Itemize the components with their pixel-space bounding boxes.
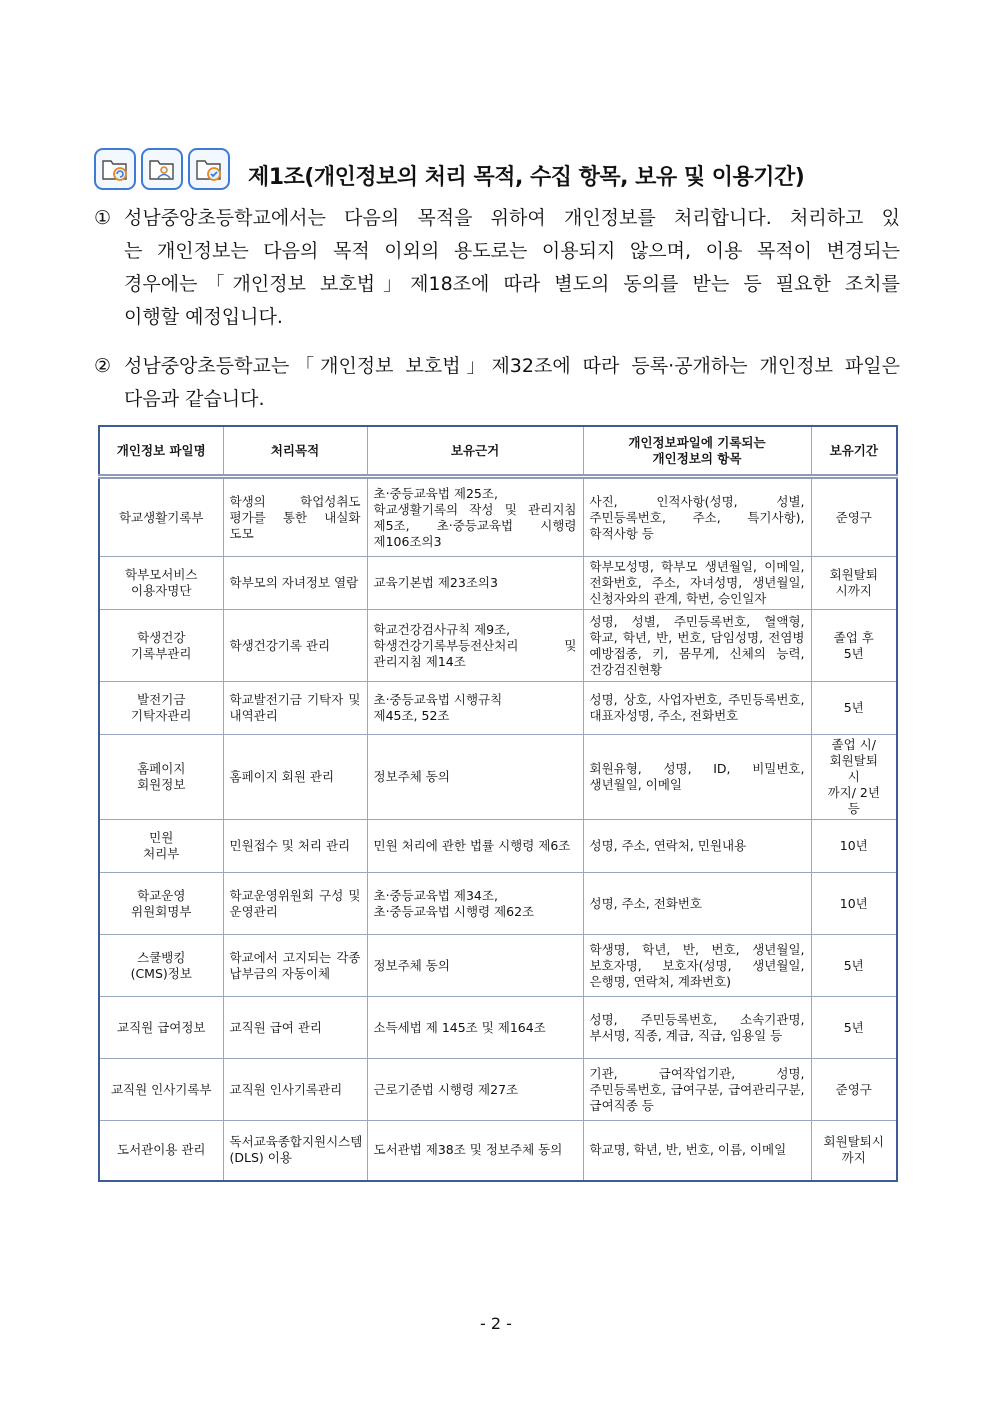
folder-check-icon bbox=[188, 148, 230, 190]
cell-purpose: 학교운영위원회 구성 및 운영관리 bbox=[223, 873, 367, 935]
cell-retention-period: 회원탈퇴시 까지 bbox=[811, 1121, 897, 1181]
cell-file-name: 스쿨뱅킹 (CMS)정보 bbox=[99, 935, 223, 997]
cell-retention-period: 5년 bbox=[811, 997, 897, 1059]
table-row bbox=[99, 1059, 897, 1121]
cell-legal-basis: 소득세법 제 145조 및 제164조 bbox=[367, 997, 583, 1059]
cell-recorded-items: 성명, 주소, 전화번호 bbox=[583, 873, 811, 935]
cell-recorded-items: 학생명, 학년, 반, 번호, 생년월일, 보호자명, 보호자(성명, 생년월일, 은행명, 연락처, 계좌번호) bbox=[583, 935, 811, 997]
cell-recorded-items: 사진, 인적사항(성명, 성별, 주민등록번호, 주소, 특기사항), 학적사항 등 bbox=[583, 477, 811, 557]
table-row bbox=[99, 735, 897, 820]
paragraph-2-line: 성남중앙초등학교는「개인정보 보호법」제32조에 따라 등록·공개하는 개인정보 파일은 bbox=[124, 355, 900, 377]
header-recorded-items: 개인정보파일에 기록되는 개인정보의 항목 bbox=[583, 426, 811, 477]
cell-legal-basis: 학교건강검사규칙 제9조, 학생건강기록부등전산처리 및 관리지침 제14조 bbox=[367, 610, 583, 682]
cell-purpose: 교직원 급여 관리 bbox=[223, 997, 367, 1059]
cell-recorded-items: 학교명, 학년, 반, 번호, 이름, 이메일 bbox=[583, 1121, 811, 1181]
cell-file-name: 홈페이지 회원정보 bbox=[99, 735, 223, 820]
cell-retention-period: 졸업 시/ 회원탈퇴 시 까지/ 2년 등 bbox=[811, 735, 897, 820]
table-row bbox=[99, 477, 897, 557]
cell-legal-basis: 도서관법 제38조 및 정보주체 동의 bbox=[367, 1121, 583, 1181]
cell-file-name: 발전기금 기탁자관리 bbox=[99, 682, 223, 735]
cell-recorded-items: 기관, 급여작업기관, 성명, 주민등록번호, 급여구분, 급여관리구분, 급여직종 등 bbox=[583, 1059, 811, 1121]
paragraph-1-number: ① bbox=[94, 207, 112, 229]
cell-purpose: 학생의 학업성취도 평가를 통한 내실화 도모 bbox=[223, 477, 367, 557]
paragraph-2-number: ② bbox=[94, 355, 112, 377]
cell-legal-basis: 근로기준법 시행령 제27조 bbox=[367, 1059, 583, 1121]
paragraph-1-line: 성남중앙초등학교에서는 다음의 목적을 위하여 개인정보를 처리합니다. 처리하고 있 bbox=[124, 207, 900, 229]
page-number: - 2 - bbox=[480, 1314, 512, 1333]
cell-legal-basis: 정보주체 동의 bbox=[367, 735, 583, 820]
paragraph-1-line: 이행할 예정입니다. bbox=[124, 306, 283, 328]
paragraph-1-line: 는 개인정보는 다음의 목적 이외의 용도로는 이용되지 않으며, 이용 목적이 변경되는 bbox=[124, 240, 900, 262]
article-heading: 제1조(개인정보의 처리 목적, 수집 항목, 보유 및 이용기간) bbox=[248, 165, 805, 190]
cell-purpose: 학생건강기록 관리 bbox=[223, 610, 367, 682]
cell-file-name: 학생건강 기록부관리 bbox=[99, 610, 223, 682]
cell-file-name: 학교운영 위원회명부 bbox=[99, 873, 223, 935]
cell-legal-basis: 정보주체 동의 bbox=[367, 935, 583, 997]
cell-recorded-items: 학부모성명, 학부모 생년월일, 이메일, 전화번호, 주소, 자녀성명, 생년월일, 신청자와의 관계, 학번, 승인일자 bbox=[583, 557, 811, 610]
cell-purpose: 학교에서 고지되는 각종 납부금의 자동이체 bbox=[223, 935, 367, 997]
cell-retention-period: 5년 bbox=[811, 682, 897, 735]
cell-recorded-items: 성명, 주소, 연락처, 민원내용 bbox=[583, 820, 811, 873]
cell-legal-basis: 초‧중등교육법 제25조, 학교생활기록의 작성 및 관리지침 제5조, 초‧중등교육법 시행령 제106조의3 bbox=[367, 477, 583, 557]
cell-legal-basis: 민원 처리에 관한 법률 시행령 제6조 bbox=[367, 820, 583, 873]
cell-file-name: 학부모서비스 이용자명단 bbox=[99, 557, 223, 610]
cell-retention-period: 준영구 bbox=[811, 1059, 897, 1121]
paragraph-1 bbox=[94, 202, 900, 334]
cell-recorded-items: 성명, 성별, 주민등록번호, 혈액형, 학교, 학년, 반, 번호, 담임성명, 전염병 예방접종, 키, 몸무게, 신체의 능력, 건강검진현황 bbox=[583, 610, 811, 682]
cell-retention-period: 10년 bbox=[811, 820, 897, 873]
heading-icons bbox=[94, 148, 230, 190]
folder-user-icon bbox=[141, 148, 183, 190]
cell-recorded-items: 회원유형, 성명, ID, 비밀번호, 생년월일, 이메일 bbox=[583, 735, 811, 820]
cell-retention-period: 준영구 bbox=[811, 477, 897, 557]
paragraph-1-line: 경우에는「개인정보 보호법」제18조에 따라 별도의 동의를 받는 등 필요한 조치를 bbox=[124, 273, 900, 295]
header-legal-basis: 보유근거 bbox=[367, 426, 583, 477]
header-purpose: 처리목적 bbox=[223, 426, 367, 477]
cell-retention-period: 5년 bbox=[811, 935, 897, 997]
table-row bbox=[99, 935, 897, 997]
cell-retention-period: 졸업 후 5년 bbox=[811, 610, 897, 682]
header-file-name: 개인정보 파일명 bbox=[99, 426, 223, 477]
cell-retention-period: 회원탈퇴 시까지 bbox=[811, 557, 897, 610]
table-row bbox=[99, 820, 897, 873]
cell-file-name: 민원 처리부 bbox=[99, 820, 223, 873]
table-row bbox=[99, 682, 897, 735]
paragraph-2 bbox=[94, 350, 900, 416]
cell-legal-basis: 교육기본법 제23조의3 bbox=[367, 557, 583, 610]
table-row bbox=[99, 557, 897, 610]
cell-purpose: 민원접수 및 처리 관리 bbox=[223, 820, 367, 873]
cell-purpose: 학교발전기금 기탁자 및 내역관리 bbox=[223, 682, 367, 735]
table-row bbox=[99, 873, 897, 935]
folder-refresh-icon bbox=[94, 148, 136, 190]
cell-purpose: 독서교육종합지원시스템(DLS) 이용 bbox=[223, 1121, 367, 1181]
table-row bbox=[99, 997, 897, 1059]
cell-purpose: 홈페이지 회원 관리 bbox=[223, 735, 367, 820]
header-retention-period: 보유기간 bbox=[811, 426, 897, 477]
table-row bbox=[99, 1121, 897, 1181]
cell-retention-period: 10년 bbox=[811, 873, 897, 935]
cell-legal-basis: 초‧중등교육법 제34조, 초‧중등교육법 시행령 제62조 bbox=[367, 873, 583, 935]
cell-file-name: 학교생활기록부 bbox=[99, 477, 223, 557]
paragraph-2-line: 다음과 같습니다. bbox=[124, 388, 265, 410]
cell-legal-basis: 초‧중등교육법 시행규칙 제45조, 52조 bbox=[367, 682, 583, 735]
personal-info-file-table bbox=[98, 425, 898, 1182]
cell-file-name: 도서관이용 관리 bbox=[99, 1121, 223, 1181]
cell-file-name: 교직원 급여정보 bbox=[99, 997, 223, 1059]
table-header-row bbox=[99, 426, 897, 477]
cell-purpose: 학부모의 자녀정보 열람 bbox=[223, 557, 367, 610]
cell-recorded-items: 성명, 주민등록번호, 소속기관명, 부서명, 직종, 계급, 직급, 임용일 등 bbox=[583, 997, 811, 1059]
cell-file-name: 교직원 인사기록부 bbox=[99, 1059, 223, 1121]
cell-recorded-items: 성명, 상호, 사업자번호, 주민등록번호, 대표자성명, 주소, 전화번호 bbox=[583, 682, 811, 735]
table-row bbox=[99, 610, 897, 682]
cell-purpose: 교직원 인사기록관리 bbox=[223, 1059, 367, 1121]
